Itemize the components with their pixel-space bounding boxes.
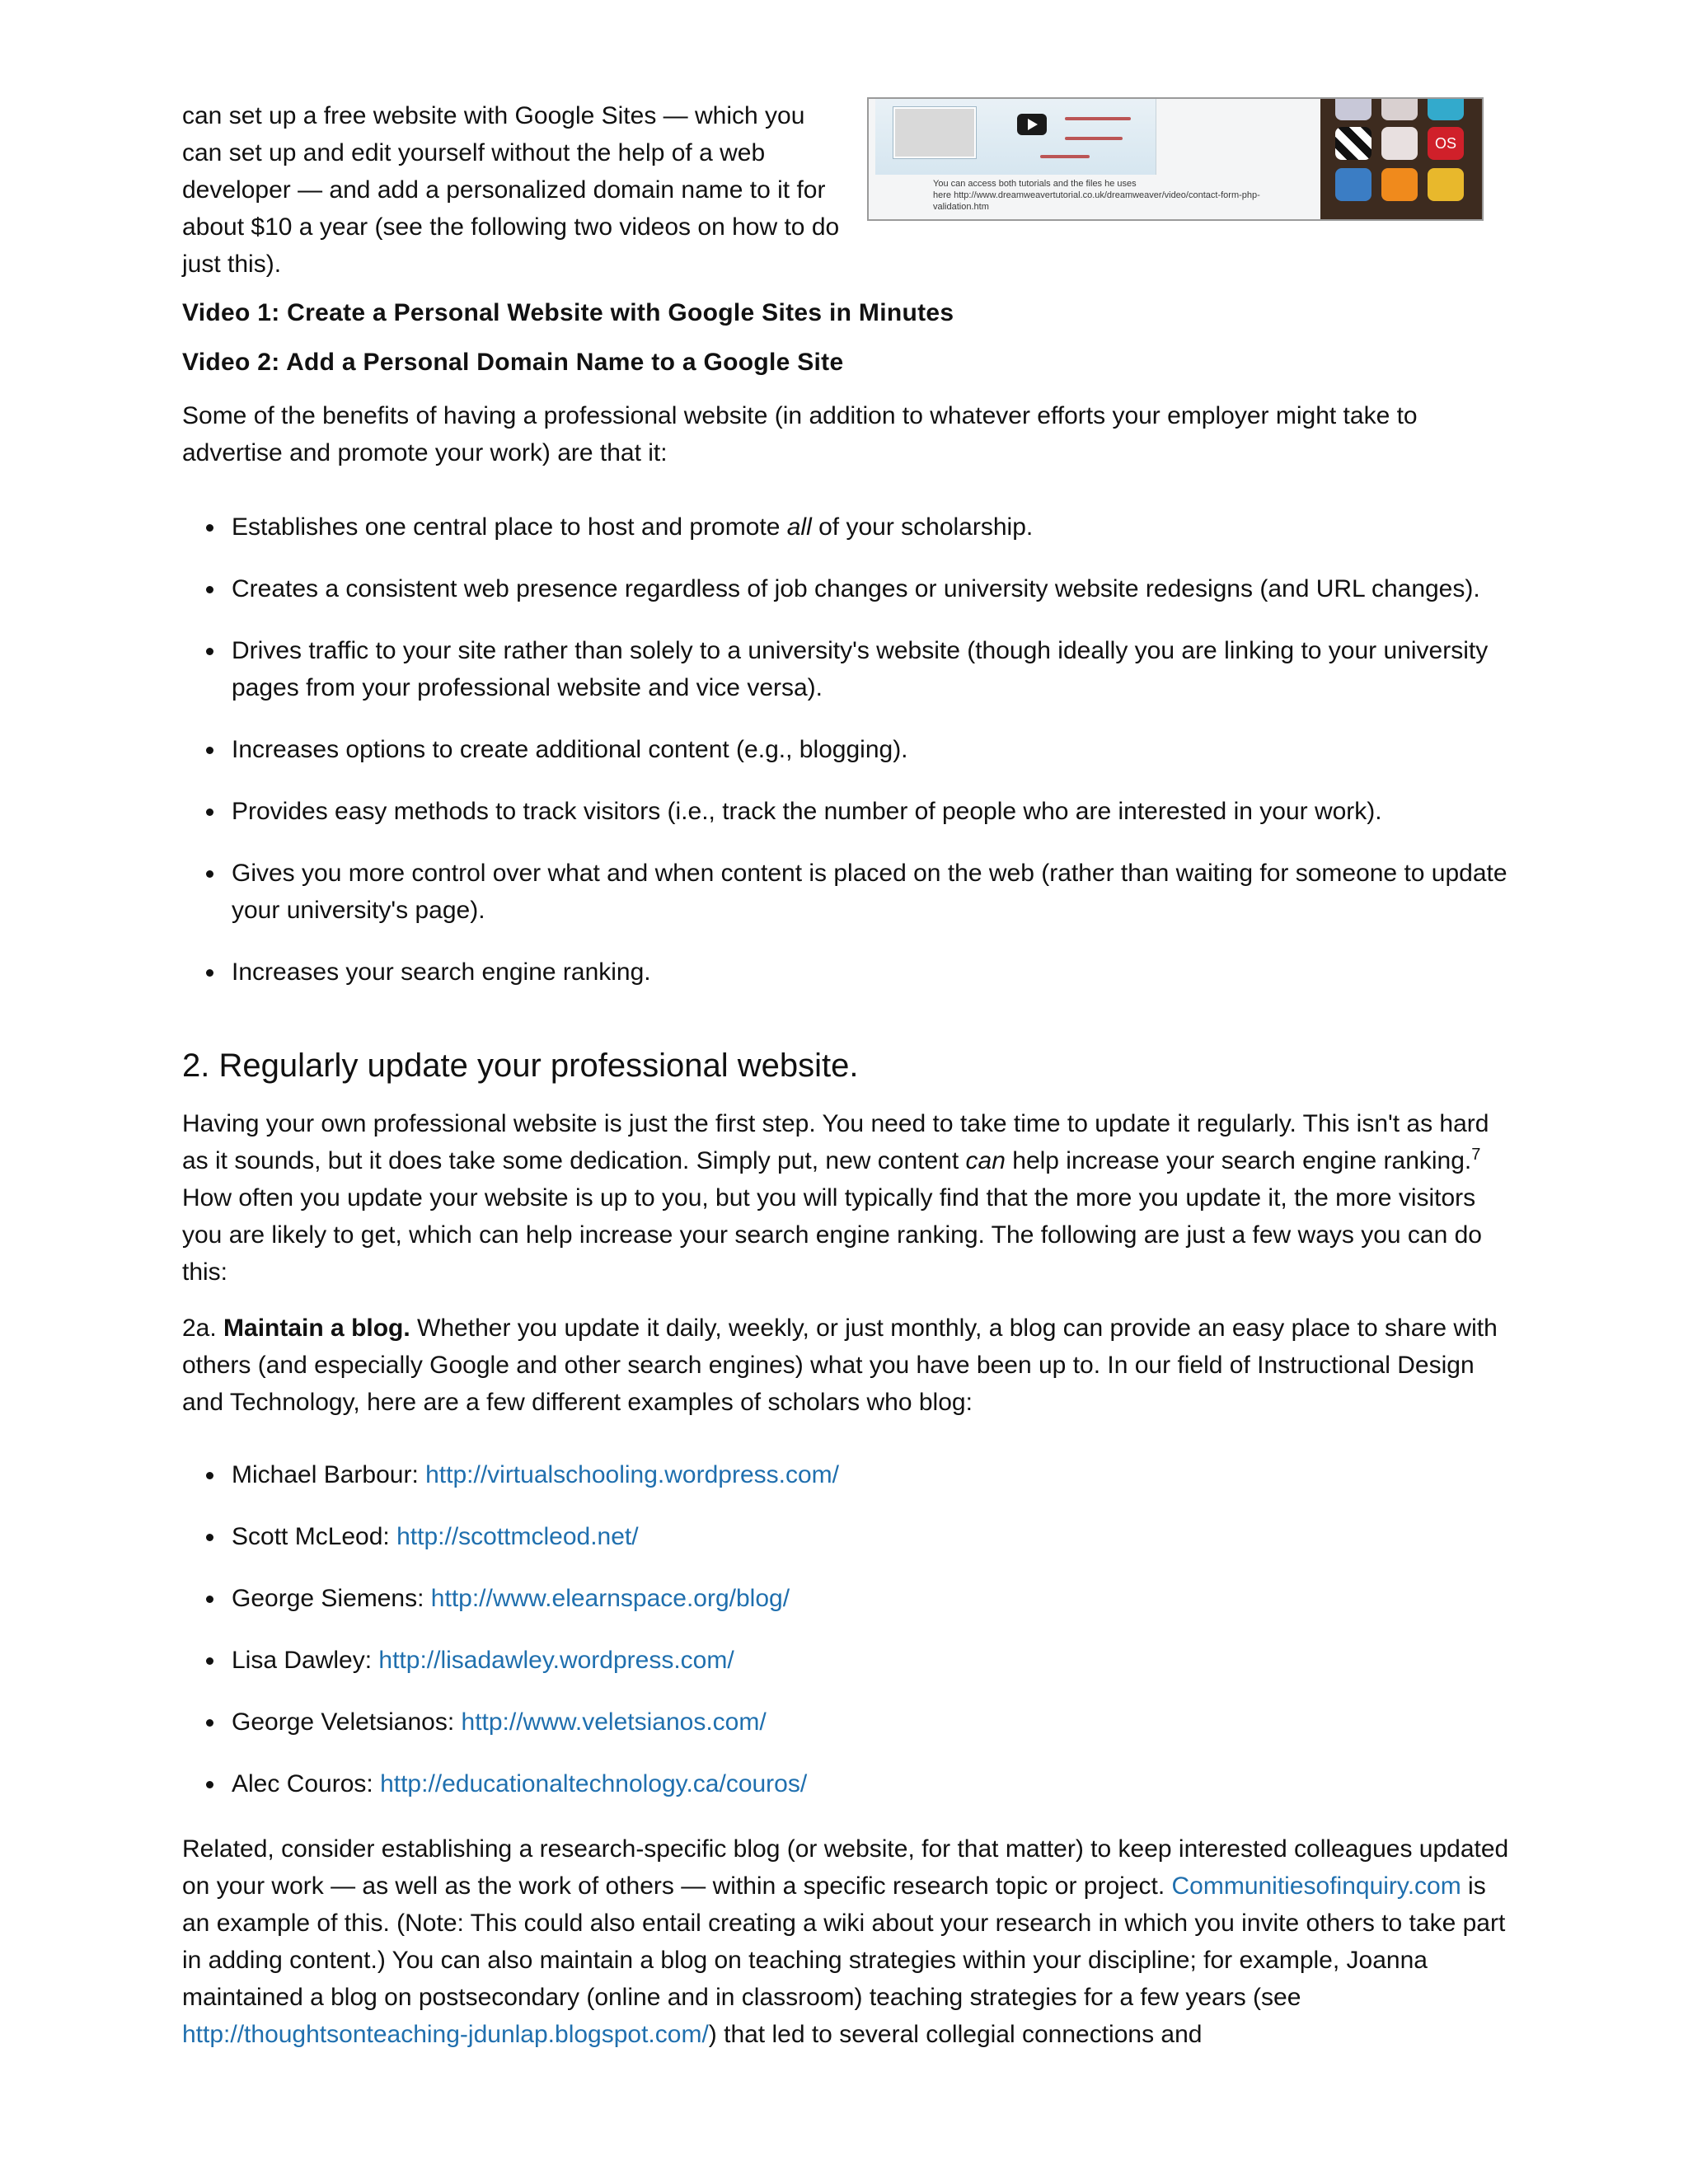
- section2-paragraph: Having your own professional website is just the first step. You need to take time to update it regularly. This isn't as hard as it sounds, but it does take some dedication. Simply put, new content can help increase your search engine ranking.$^7$ How often you update your website is up to you, but you will typically find that the more you update it, the more visitors you are likely to get, which can help increase your search engine ranking. The following are just a few ways you can do this:: [182, 1110, 1489, 1286]
- blog-link[interactable]: http://www.veletsianos.com/: [461, 1708, 767, 1736]
- mail-icon: [1428, 168, 1464, 201]
- video1-title: Video 1: Create a Personal Website with Google Sites in Minutes: [182, 299, 954, 326]
- benefit-item: Increases options to create additional content (e.g., blogging).: [182, 731, 1509, 768]
- checker-icon: [1335, 127, 1372, 160]
- blog-link[interactable]: http://educationaltechnology.ca/couros/: [380, 1770, 808, 1797]
- app-icon: [1428, 97, 1464, 120]
- intro-paragraph: can set up a free website with Google Sites — which you can set up and edit yourself without the help of a web developer — and add a personalized domain name to it for about $10 a year (see the following two videos on how to do just this).: [182, 102, 840, 278]
- benefit-item: Increases your search engine ranking.: [182, 954, 1509, 991]
- blog-link[interactable]: http://virtualschooling.wordpress.com/: [425, 1461, 839, 1488]
- footnote-ref[interactable]: 7: [1471, 1146, 1481, 1164]
- rss-icon: [1381, 168, 1418, 201]
- blogger-item: [182, 1765, 1509, 1802]
- blogger-name: George Siemens:: [232, 1585, 431, 1612]
- blog-link[interactable]: http://lisadawley.wordpress.com/: [378, 1647, 734, 1674]
- blogger-item: [182, 1580, 1509, 1617]
- blogger-item: [182, 1704, 1509, 1741]
- screenshot-caption: You can access both tutorials and the files he uses here http://www.dreamweavertutorial.co.uk/dreamweaver/video/contact-form-php- validation.htm: [933, 179, 1260, 212]
- benefit-item: Creates a consistent web presence regardless of job changes or university website redesigns (and URL changes).: [182, 570, 1509, 607]
- blogger-name: George Veletsianos:: [232, 1708, 462, 1736]
- thoughts-on-teaching-link[interactable]: http://thoughtsonteaching-jdunlap.blogspot.com/: [182, 2021, 709, 2048]
- blog-link[interactable]: http://scottmcleod.net/: [396, 1523, 639, 1550]
- tutorial-screenshot-image: [867, 97, 1484, 221]
- benefit-item: Provides easy methods to track visitors (i.e., track the number of people who are interested in your work).: [182, 793, 1509, 830]
- app-icon: [1335, 97, 1372, 120]
- os-icon: OS: [1428, 127, 1464, 160]
- blogger-item: [182, 1456, 1509, 1493]
- benefits-list: [182, 509, 1509, 1015]
- annotation-line: [1065, 117, 1131, 120]
- blogger-name: Michael Barbour:: [232, 1461, 426, 1488]
- section-heading: 2. Regularly update your professional website.: [182, 1047, 859, 1084]
- annotation-line: [1040, 155, 1090, 158]
- blogger-name: Alec Couros:: [232, 1770, 381, 1797]
- app-icon: [1381, 97, 1418, 120]
- bloggers-list: [182, 1456, 1509, 1827]
- communities-link[interactable]: Communitiesofinquiry.com: [1171, 1872, 1461, 1900]
- video2-title: Video 2: Add a Personal Domain Name to a Google Site: [182, 349, 844, 376]
- related-paragraph: Related, consider establishing a research-specific blog (or website, for that matter) to keep interested colleagues updated on your work — as well as the work of others — within a specific research topic or project. Communitiesofinquiry.com is an example of this. (Note: This could also entail creating a wiki about your research in which you invite others to take part in adding content.) You can also maintain a blog on teaching strategies within your discipline; for example, Joanna maintained a blog on postsecondary (online and in classroom) teaching strategies for a few years (see http://thoughtsonteaching-jdunlap.blogspot.com/) that led to several collegial connections and: [182, 1835, 1509, 2048]
- blog-link[interactable]: http://www.elearnspace.org/blog/: [430, 1585, 790, 1612]
- play-icon[interactable]: [1017, 114, 1047, 135]
- annotation-line: [1065, 137, 1123, 140]
- people-icon: [1335, 168, 1372, 201]
- blogger-item: [182, 1518, 1509, 1555]
- blogger-name: Lisa Dawley:: [232, 1647, 379, 1674]
- blogger-name: Scott McLeod:: [232, 1523, 397, 1550]
- benefits-intro: Some of the benefits of having a professional website (in addition to whatever efforts your employer might take to advertise and promote your work) are that it:: [182, 402, 1418, 466]
- benefit-item: Gives you more control over what and when content is placed on the web (rather than waiting for someone to update your university's page).: [182, 855, 1509, 929]
- thumbnail-frame: [893, 107, 976, 158]
- video-thumbnail: [875, 99, 1156, 175]
- yelp-icon: [1381, 127, 1418, 160]
- benefit-item: Establishes one central place to host and promote all of your scholarship.: [182, 509, 1509, 546]
- blogger-item: [182, 1642, 1509, 1679]
- blog-paragraph: 2a. Maintain a blog. Whether you update it daily, weekly, or just monthly, a blog can provide an easy place to share with others (and especially Google and other search engines) what you have been up to. In our field of Instructional Design and Technology, here are a few different examples of scholars who blog:: [182, 1315, 1498, 1416]
- benefit-item: Drives traffic to your site rather than solely to a university's website (though ideally you are linking to your university pages from your professional website and vice versa).: [182, 632, 1509, 706]
- app-icons-panel: [1320, 99, 1482, 221]
